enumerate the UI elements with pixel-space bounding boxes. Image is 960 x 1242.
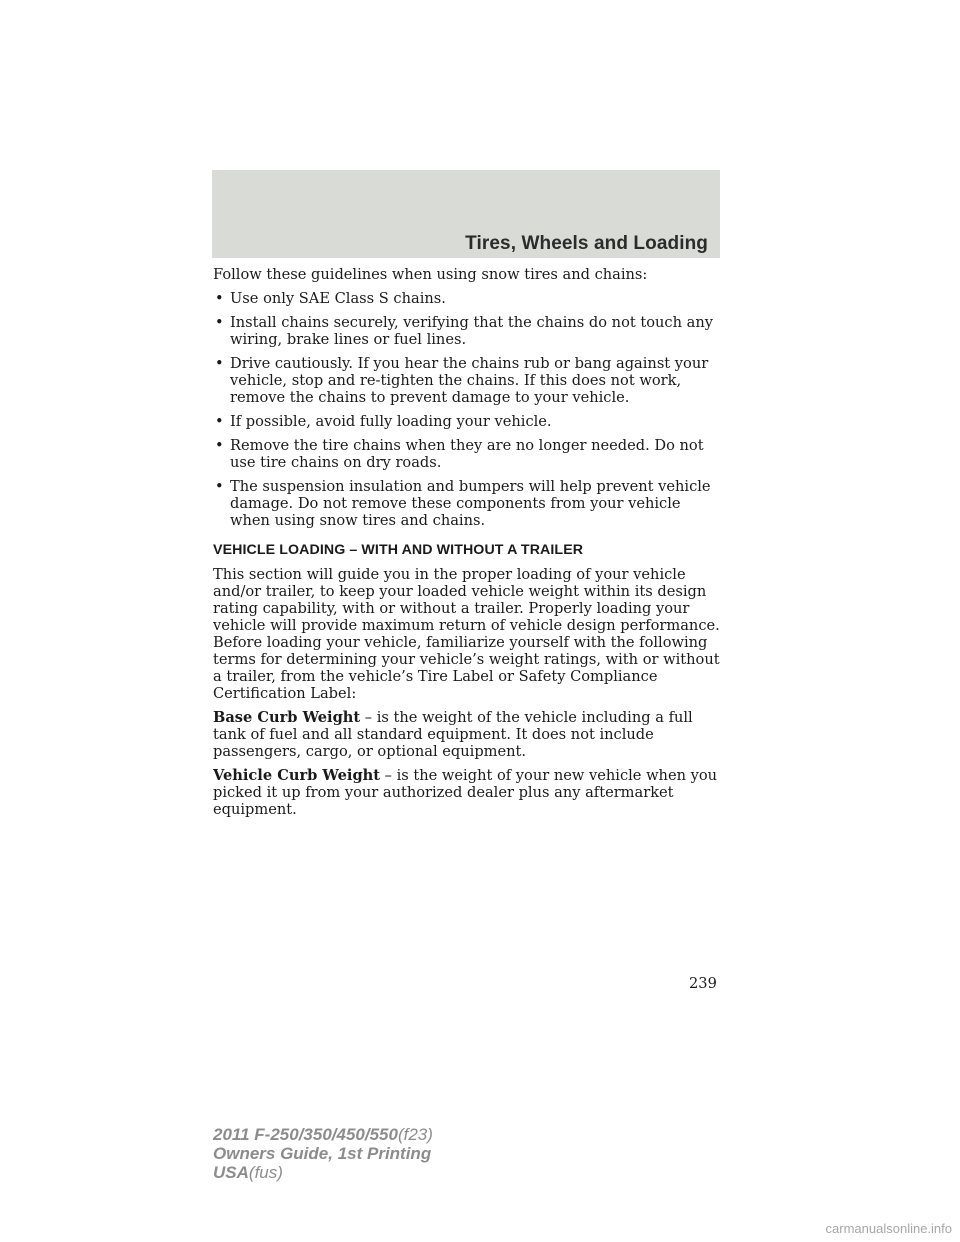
footer-line-model [213, 1125, 433, 1144]
list-item [213, 478, 723, 529]
snow-chain-guidelines-list [213, 290, 723, 529]
bullet-icon: • [215, 314, 224, 331]
list-item-text: Use only SAE Class S chains. [230, 290, 446, 307]
list-item-text: Drive cautiously. If you hear the chains rub or bang against your vehicle, stop and re-tighten the chains. If this does not work, remove the chains to prevent damage to your vehicle. [230, 355, 709, 406]
list-item [213, 290, 723, 307]
definition-vehicle-curb-weight [213, 767, 723, 818]
section-title: Tires, Wheels and Loading [465, 233, 708, 254]
footer-printing: Owners Guide, 1st Printing [213, 1144, 432, 1163]
footer-market: USA [213, 1163, 249, 1182]
footer-market-code: (fus) [248, 1163, 283, 1182]
vehicle-loading-paragraph: This section will guide you in the proper loading of your vehicle and/or trailer, to keep your loaded vehicle weight within its design rating capability, with or without a trailer. Properly loading your vehicle will provide maximum return of vehicle design performance. Before loading your vehicle, familiarize yourself with the following terms for determining your vehicle’s weight ratings, with or without a trailer, from the vehicle’s Tire Label or Safety Compliance Certification Label: [213, 566, 720, 702]
bullet-icon: • [215, 437, 224, 454]
footer-model-code: (f23) [397, 1125, 433, 1144]
list-item-text: The suspension insulation and bumpers will help prevent vehicle damage. Do not remove these components from your vehicle when using snow tires and chains. [230, 478, 711, 529]
bullet-icon: • [215, 290, 224, 307]
vehicle-loading-heading: VEHICLE LOADING – WITH AND WITHOUT A TRAILER [213, 542, 584, 558]
list-item [213, 413, 723, 430]
footer-line-printing [213, 1144, 433, 1163]
list-item-text: If possible, avoid fully loading your vehicle. [230, 413, 552, 430]
definition-text: – is the weight of the vehicle including a full tank of fuel and all standard equipment. It does not include passengers, cargo, or optional equipment. [213, 709, 693, 760]
section-header-band [212, 170, 720, 258]
page-content [213, 266, 723, 825]
bullet-icon: • [215, 413, 224, 430]
bullet-icon: • [215, 355, 224, 372]
bullet-icon: • [215, 478, 224, 495]
page-number: 239 [689, 975, 717, 992]
definition-base-curb-weight [213, 709, 723, 760]
definition-term: Vehicle Curb Weight [213, 767, 381, 784]
list-item [213, 437, 723, 471]
list-item-text: Install chains securely, verifying that the chains do not touch any wiring, brake lines or fuel lines. [230, 314, 713, 348]
document-footer [213, 1125, 433, 1182]
list-item [213, 314, 723, 348]
watermark: carmanualsonline.info [825, 1221, 952, 1236]
intro-paragraph: Follow these guidelines when using snow tires and chains: [213, 266, 648, 283]
footer-line-market [213, 1163, 433, 1182]
definition-text: – is the weight of your new vehicle when you picked it up from your authorized dealer plus any aftermarket equipment. [213, 767, 718, 818]
list-item [213, 355, 723, 406]
list-item-text: Remove the tire chains when they are no longer needed. Do not use tire chains on dry roads. [230, 437, 704, 471]
footer-model: 2011 F-250/350/450/550 [213, 1125, 398, 1144]
definition-term: Base Curb Weight [213, 709, 361, 726]
